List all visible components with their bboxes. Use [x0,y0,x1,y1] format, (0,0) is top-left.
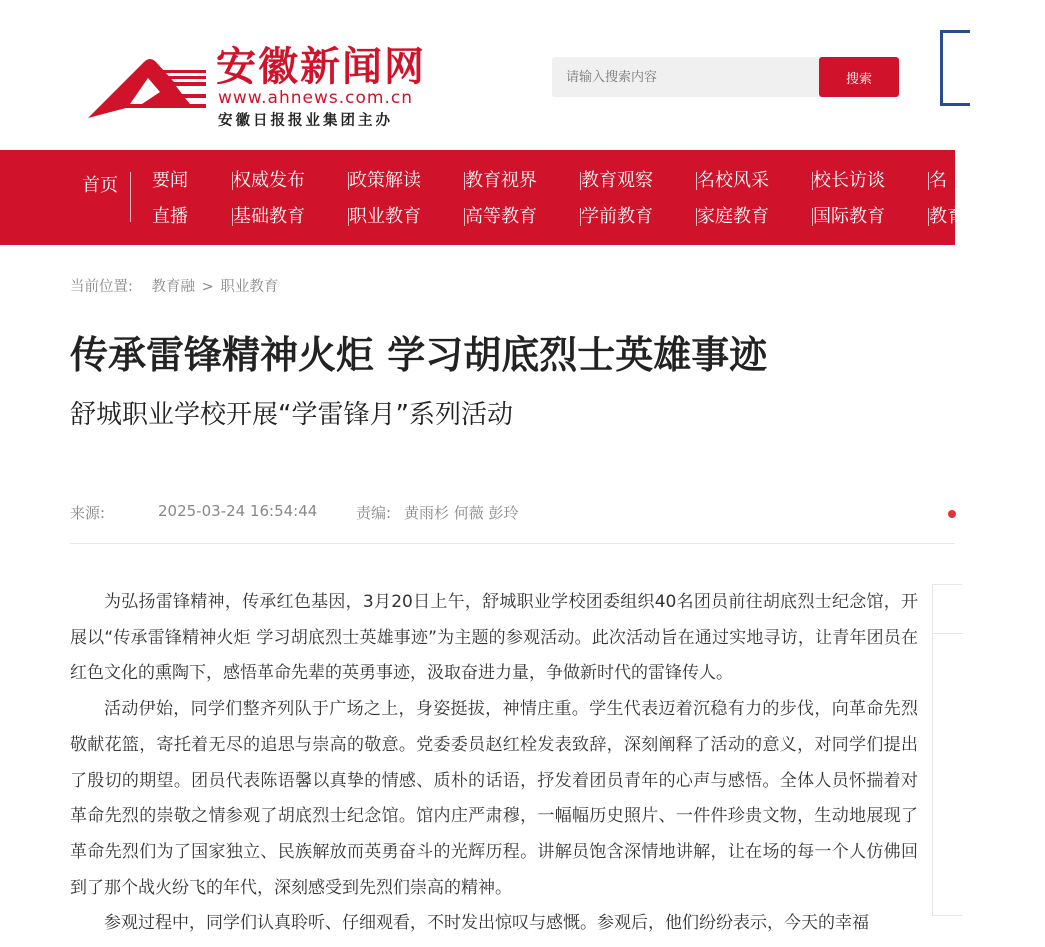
breadcrumb-link-jiaoyurong[interactable]: 教育融 [151,279,195,295]
article-body [70,585,918,942]
article-paragraph: 活动伊始，同学们整齐列队于广场之上，身姿挺拔，神情庄重。学生代表迈着沉稳有力的步伐，向革命先烈敬献花篮，寄托着无尽的追思与崇高的敬意。党委委员赵红栓发表致辞，深刻阐释了活动的意义，对同学们提出了殷切的期望。团员代表陈语馨以真挚的情感、质朴的话语，抒发着团员青年的心声与感悟。全体人员怀揣着对革命先烈的崇敬之情参观了胡底烈士纪念馆。馆内庄严肃穆，一幅幅历史照片、一件件珍贵文物，生动地展现了革命先烈们为了国家独立、民族解放而英勇奋斗的光辉历程。讲解员饱含深情地讲解，让在场的每一个人仿佛回到了那个战火纷飞的年代，深刻感受到先烈们崇高的精神。 [70,699,918,898]
nav-item-shijie[interactable]: 教育视界 [465,168,581,194]
header-right-ad[interactable] [940,30,970,106]
nav-item-xueqian[interactable]: 学前教育 [581,204,697,230]
article-title: 传承雷锋精神火炬 学习胡底烈士英雄事迹 [70,333,768,377]
share-dot-icon[interactable] [948,510,956,518]
site-header [0,0,955,150]
main-nav [0,150,965,245]
article-meta [70,502,955,544]
logo-url: www.ahnews.com.cn [218,88,413,108]
nav-row-1 [152,168,1045,194]
site-logo[interactable] [86,42,446,132]
nav-item-jiaoyu[interactable]: 教育 [929,206,965,227]
breadcrumb [70,275,280,296]
nav-item-guancha[interactable]: 教育观察 [581,168,697,194]
editor-label: 责编: [356,504,392,522]
search-input[interactable] [552,57,820,97]
nav-item-zhiye[interactable]: 职业教育 [349,204,465,230]
nav-item-jichu[interactable]: 基础教育 [233,204,349,230]
logo-title: 安徽新闻网 [216,43,426,90]
article-paragraph: 为弘扬雷锋精神，传承红色基因，3月20日上午，舒城职业学校团委组织40名团员前往胡底烈士纪念馆，开展以“传承雷锋精神火炬 学习胡底烈士英雄事迹”为主题的参观活动。此次活动旨在通过实地寻访，让青年团员在红色文化的熏陶下，感悟革命先辈的英勇事迹，汲取奋进力量，争做新时代的雷锋传人。 [70,592,918,684]
nav-item-ming[interactable]: 名 [929,170,947,191]
nav-divider [130,172,131,222]
nav-row-2 [152,204,1045,230]
nav-item-jiating[interactable]: 家庭教育 [697,204,813,230]
article-subtitle: 舒城职业学校开展“学雷锋月”系列活动 [70,400,513,430]
breadcrumb-link-zhiye[interactable]: 职业教育 [220,279,279,295]
editor-names: 黄雨杉 何薇 彭玲 [404,504,519,522]
breadcrumb-label: 当前位置: [70,279,133,295]
side-panel [932,584,962,916]
publish-time: 2025-03-24 16:54:44 [158,502,318,520]
nav-item-gaodeng[interactable]: 高等教育 [465,204,581,230]
nav-item-guoji[interactable]: 国际教育 [813,204,929,230]
breadcrumb-separator: > [201,279,214,295]
article-paragraph: 参观过程中，同学们认真聆听、仔细观看，不时发出惊叹与感慨。参观后，他们纷纷表示，今天的幸福 [104,913,869,934]
search-bar [552,57,899,97]
logo-mark-icon [86,52,210,120]
nav-item-zhibo[interactable]: 直播 [152,204,233,230]
logo-subtitle: 安徽日报报业集团主办 [218,113,393,129]
nav-item-zhengce[interactable]: 政策解读 [349,168,465,194]
nav-home[interactable]: 首页 [82,175,118,196]
nav-item-yaowen[interactable]: 要闻 [152,168,233,194]
nav-item-mingxiao[interactable]: 名校风采 [697,168,813,194]
nav-item-xiaozhang[interactable]: 校长访谈 [813,168,929,194]
nav-item-quanwei[interactable]: 权威发布 [233,168,349,194]
search-button[interactable]: 搜索 [819,57,899,97]
source-label: 来源: [70,504,106,522]
